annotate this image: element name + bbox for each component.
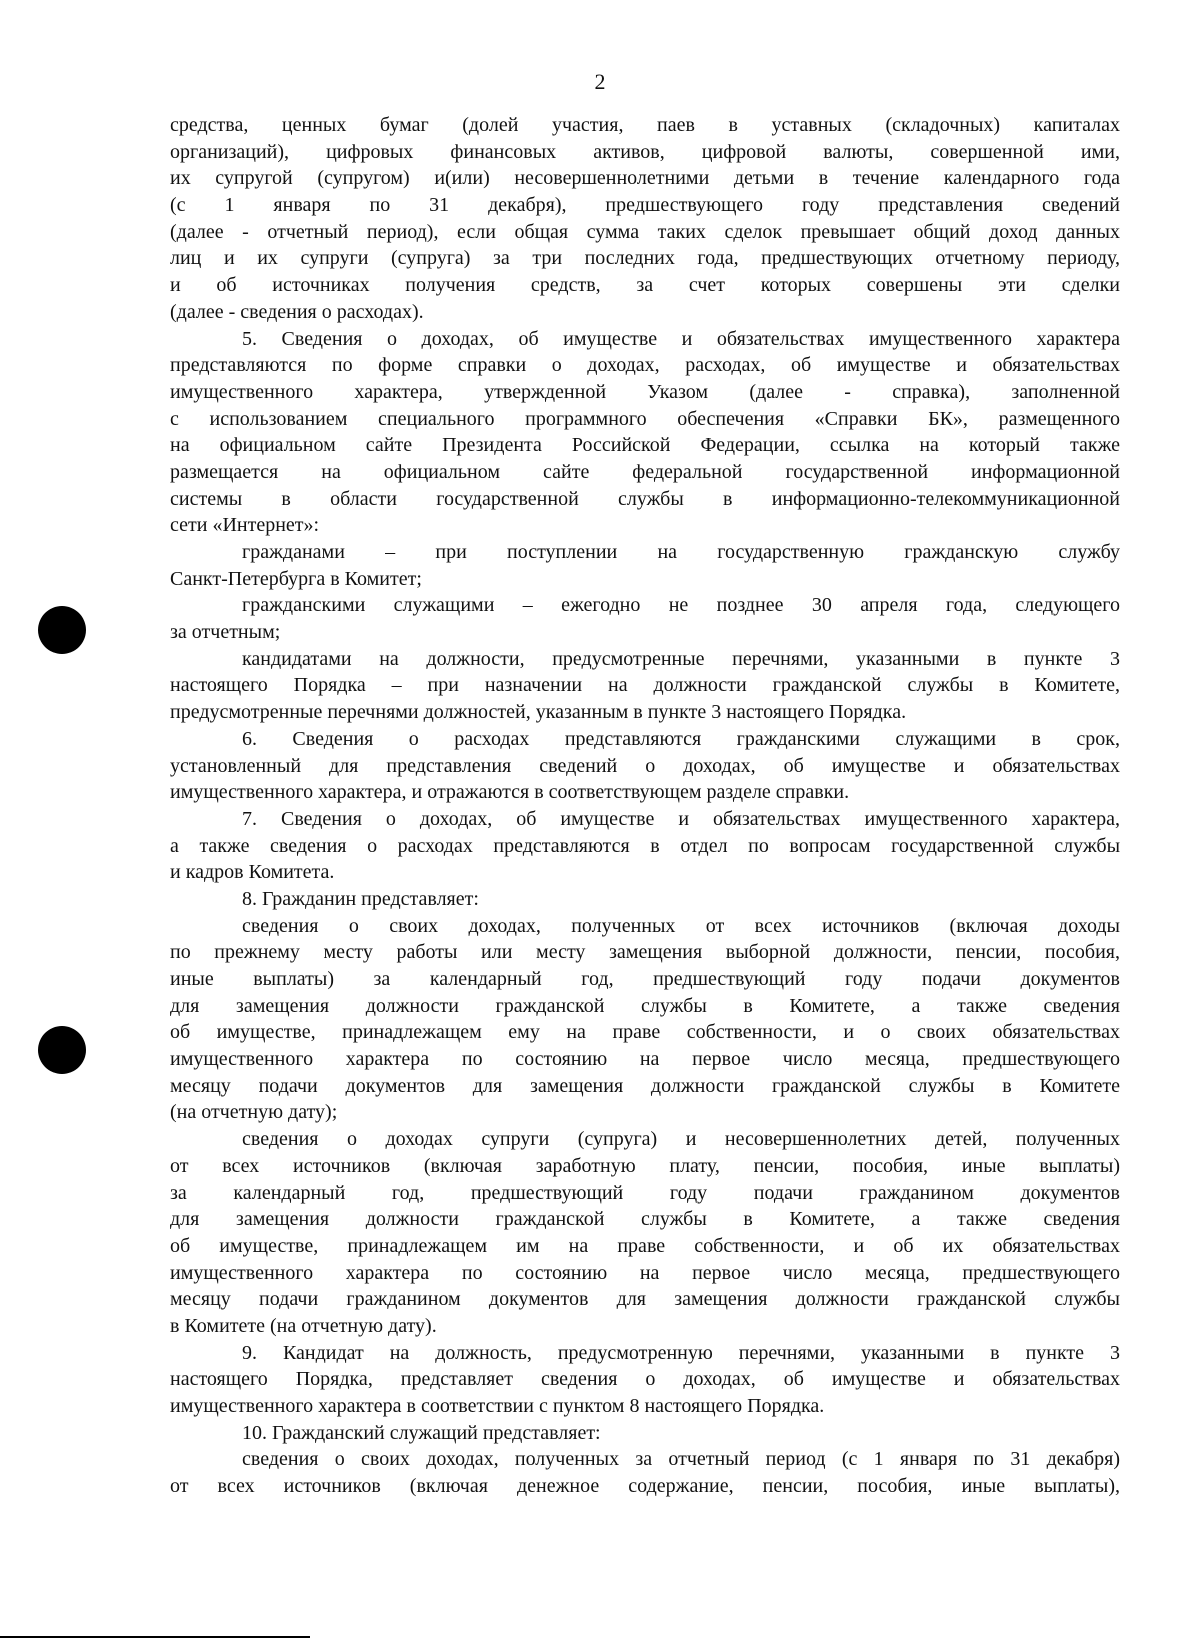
- text-line: имущественного характера по состоянию на первое число месяца, предшествующего: [170, 1261, 1120, 1284]
- text-line: с использованием специального программного обеспечения «Справки БК», размещенного: [170, 407, 1120, 430]
- text-line: 7. Сведения о доходах, об имуществе и обязательствах имущественного характера,: [242, 807, 1120, 830]
- text-line: для замещения должности гражданской службы в Комитете, а также сведения: [170, 1208, 1120, 1231]
- text-line: на официальном сайте Президента Российской Федерации, ссылка на который также: [170, 434, 1120, 457]
- text-line: настоящего Порядка, представляет сведения о доходах, об имуществе и обязательствах: [170, 1368, 1120, 1391]
- text-line: их супругой (супругом) и(или) несовершеннолетними детьми в течение календарного года: [170, 167, 1120, 190]
- punch-hole-lower: [38, 1026, 86, 1074]
- text-line: (далее - сведения о расходах).: [170, 300, 424, 323]
- text-line: средства, ценных бумаг (долей участия, паев в уставных (складочных) капиталах: [170, 114, 1120, 136]
- text-line: от всех источников (включая заработную плату, пенсии, пособия, иные выплаты): [170, 1154, 1120, 1177]
- text-line: (на отчетную дату);: [170, 1101, 338, 1124]
- text-line: кандидатами на должности, предусмотренные перечнями, указанными в пункте 3: [242, 647, 1120, 670]
- text-line: организаций), цифровых финансовых активов, цифровой валюты, совершенной ими,: [170, 140, 1120, 163]
- text-line: и кадров Комитета.: [170, 861, 335, 884]
- text-line: а также сведения о расходах представляются в отдел по вопросам государственной службы: [170, 834, 1120, 857]
- text-line: месяцу подачи документов для замещения должности гражданской службы в Комитете: [170, 1074, 1120, 1097]
- text-line: по прежнему месту работы или месту замещения выборной должности, пенсии, пособия,: [170, 941, 1120, 964]
- text-line: в Комитете (на отчетную дату).: [170, 1314, 437, 1337]
- text-line: иные выплаты) за календарный год, предшествующий году подачи документов: [170, 968, 1120, 990]
- text-line: (с 1 января по 31 декабря), предшествующего году представления сведений: [170, 194, 1120, 217]
- text-line: сети «Интернет»:: [170, 514, 320, 537]
- text-line: имущественного характера по состоянию на первое число месяца, предшествующего: [170, 1048, 1120, 1071]
- text-line: об имуществе, принадлежащем им на праве собственности, и об их обязательствах: [170, 1234, 1120, 1257]
- text-line: 6. Сведения о расходах представляются гражданскими служащими в срок,: [242, 727, 1120, 750]
- text-line: лиц и их супруги (супруга) за три последних года, предшествующих отчетному периоду,: [170, 247, 1120, 270]
- text-line: системы в области государственной службы в информационно-телекоммуникационной: [170, 487, 1120, 510]
- text-line: имущественного характера в соответствии с пунктом 8 настоящего Порядка.: [170, 1395, 825, 1417]
- text-line: и об источниках получения средств, за счет которых совершены эти сделки: [170, 274, 1120, 297]
- text-line: имущественного характера, утвержденной Указом (далее - справка), заполненной: [170, 380, 1120, 403]
- text-line: за календарный год, предшествующий году подачи гражданином документов: [170, 1181, 1120, 1204]
- text-line: для замещения должности гражданской службы в Комитете, а также сведения: [170, 994, 1120, 1017]
- text-line: предусмотренные перечнями должностей, указанным в пункте 3 настоящего Порядка.: [170, 701, 907, 724]
- text-line: настоящего Порядка – при назначении на должности гражданской службы в Комитете,: [170, 674, 1120, 697]
- text-line: 8. Гражданин представляет:: [242, 887, 479, 910]
- text-line: месяцу подачи гражданином документов для замещения должности гражданской службы: [170, 1288, 1120, 1311]
- text-line: имущественного характера, и отражаются в соответствующем разделе справки.: [170, 781, 850, 804]
- punch-hole-upper: [38, 606, 86, 654]
- text-line: гражданами – при поступлении на государственную гражданскую службу: [242, 541, 1120, 563]
- text-line: 9. Кандидат на должность, предусмотренную перечнями, указанными в пункте 3: [242, 1341, 1120, 1364]
- text-line: представляются по форме справки о доходах, расходах, об имуществе и обязательствах: [170, 354, 1120, 377]
- text-line: установленный для представления сведений о доходах, об имуществе и обязательствах: [170, 754, 1120, 777]
- text-line: (далее - отчетный период), если общая сумма таких сделок превышает общий доход данных: [170, 220, 1120, 243]
- page-number: 2: [594, 69, 606, 94]
- text-line: гражданскими служащими – ежегодно не позднее 30 апреля года, следующего: [242, 594, 1120, 617]
- text-line: Санкт-Петербурга в Комитет;: [170, 567, 422, 590]
- text-line: сведения о своих доходах, полученных от всех источников (включая доходы: [242, 914, 1120, 937]
- text-line: сведения о доходах супруги (супруга) и несовершеннолетних детей, полученных: [242, 1128, 1120, 1151]
- text-line: 10. Гражданский служащий представляет:: [242, 1421, 601, 1444]
- footer-rule: [0, 1636, 310, 1638]
- text-line: об имуществе, принадлежащем ему на праве собственности, и о своих обязательствах: [170, 1021, 1120, 1044]
- text-line: за отчетным;: [170, 621, 281, 644]
- text-line: размещается на официальном сайте федеральной государственной информационной: [170, 460, 1120, 483]
- text-line: 5. Сведения о доходах, об имуществе и обязательствах имущественного характера: [242, 327, 1120, 350]
- document-body: [170, 112, 1120, 1500]
- text-line: сведения о своих доходах, полученных за отчетный период (с 1 января по 31 декабря): [242, 1448, 1120, 1471]
- text-line: от всех источников (включая денежное содержание, пенсии, пособия, иные выплаты),: [170, 1475, 1120, 1498]
